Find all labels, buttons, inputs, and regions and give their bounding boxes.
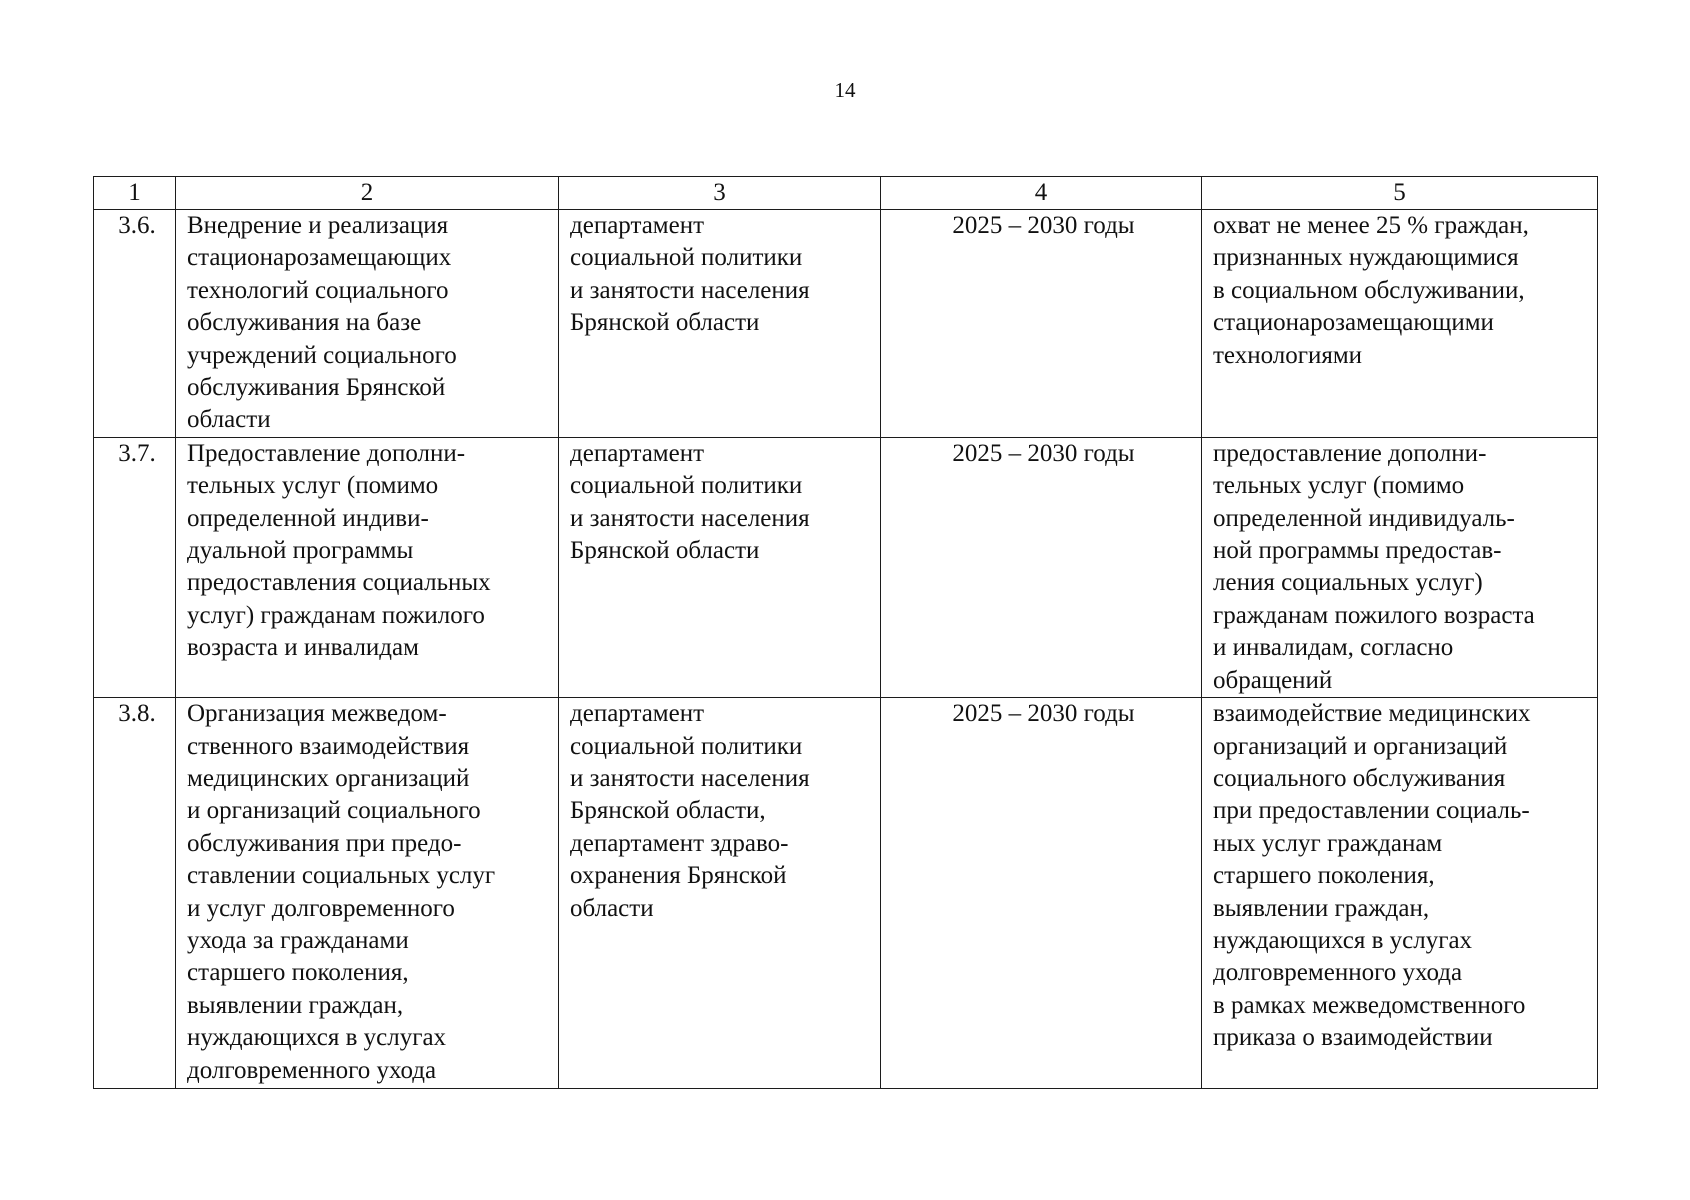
text-line: выявлении граждан, (1213, 894, 1430, 922)
text-line: дуальной программы (187, 537, 414, 565)
table-row (94, 210, 1598, 438)
text-line: социальной политики (570, 244, 803, 272)
text-line: ления социальных услуг) (1213, 569, 1483, 597)
activity-cell (176, 698, 559, 1089)
table-row (94, 437, 1598, 697)
text-line: в социальном обслуживании, (1213, 276, 1525, 304)
text-line: социального обслуживания (1213, 764, 1506, 792)
text-line: и услуг долговременного (187, 894, 455, 922)
column-number-2: 2 (176, 177, 559, 210)
text-line: старшего поколения, (1213, 862, 1435, 890)
text-line: гражданам пожилого возраста (1213, 601, 1535, 629)
text-line: организаций и организаций (1213, 732, 1508, 760)
text-line: и занятости населения (570, 276, 810, 304)
text-line: департамент (570, 700, 705, 728)
text-line: ставлении социальных услуг (187, 862, 496, 890)
text-line: департамент (570, 212, 705, 239)
column-number-5: 5 (1202, 177, 1598, 210)
text-line: при предоставлении социаль- (1213, 797, 1530, 825)
text-line: предоставления социальных (187, 569, 491, 597)
column-number-1: 1 (94, 177, 176, 210)
column-number-4: 4 (881, 177, 1202, 210)
measures-table (93, 176, 1598, 1089)
row-number: 3.8. (94, 698, 176, 1089)
text-line: и организаций социального (187, 797, 481, 825)
text-line: ственного взаимодействия (187, 732, 470, 760)
text-line: стационарозамещающими (1213, 309, 1494, 337)
period-cell: 2025 – 2030 годы (881, 437, 1202, 697)
text-line: выявлении граждан, (187, 991, 404, 1019)
result-cell (1202, 698, 1598, 1089)
text-line: обслуживания Брянской (187, 374, 446, 402)
text-line: определенной индивидуаль- (1213, 504, 1515, 532)
text-line: нуждающихся в услугах (187, 1024, 447, 1052)
text-line: Внедрение и реализация (187, 212, 449, 239)
activity-cell (176, 437, 559, 697)
text-line: возраста и инвалидам (187, 634, 419, 662)
text-line: стационарозамещающих (187, 244, 452, 272)
text-line: Организация межведом- (187, 700, 447, 728)
row-number: 3.7. (94, 437, 176, 697)
column-number-row (94, 177, 1598, 210)
text-line: предоставление дополни- (1213, 439, 1487, 467)
table-row (94, 698, 1598, 1089)
executor-cell (559, 698, 881, 1089)
activity-cell (176, 210, 559, 438)
text-line: департамент (570, 439, 705, 467)
result-cell (1202, 210, 1598, 438)
text-line: Брянской области, (570, 797, 766, 825)
text-line: ной программы предостав- (1213, 537, 1502, 565)
row-number: 3.6. (94, 210, 176, 438)
text-line: и инвалидам, согласно (1213, 634, 1454, 662)
text-line: области (187, 406, 271, 434)
text-line: признанных нуждающимися (1213, 244, 1519, 272)
text-line: технологий социального (187, 276, 449, 304)
text-line: и занятости населения (570, 504, 810, 532)
text-line: департамент здраво- (570, 829, 789, 857)
text-line: Брянской области (570, 537, 760, 565)
text-line: Предоставление дополни- (187, 439, 466, 467)
text-line: ухода за гражданами (187, 926, 409, 954)
text-line: в рамках межведомственного (1213, 991, 1526, 1019)
period-cell: 2025 – 2030 годы (881, 210, 1202, 438)
text-line: долговременного ухода (1213, 959, 1463, 987)
text-line: обслуживания на базе (187, 309, 422, 337)
text-line: тельных услуг (помимо (1213, 472, 1465, 500)
text-line: обслуживания при предо- (187, 829, 462, 857)
text-line: технологиями (1213, 341, 1363, 369)
text-line: долговременного ухода (187, 1056, 437, 1084)
text-line: взаимодействие медицинских (1213, 700, 1531, 728)
result-cell (1202, 437, 1598, 697)
column-number-3: 3 (559, 177, 881, 210)
text-line: социальной политики (570, 472, 803, 500)
text-line: области (570, 894, 654, 922)
text-line: Брянской области (570, 309, 760, 337)
page-number: 14 (834, 78, 856, 102)
executor-cell (559, 437, 881, 697)
executor-cell (559, 210, 881, 438)
text-line: учреждений социального (187, 341, 457, 369)
text-line: тельных услуг (помимо (187, 472, 439, 500)
text-line: старшего поколения, (187, 959, 409, 987)
text-line: охват не менее 25 % граждан, (1213, 212, 1529, 239)
text-line: ных услуг гражданам (1213, 829, 1443, 857)
period-cell: 2025 – 2030 годы (881, 698, 1202, 1089)
text-line: нуждающихся в услугах (1213, 926, 1473, 954)
text-line: социальной политики (570, 732, 803, 760)
text-line: услуг) гражданам пожилого (187, 601, 485, 629)
text-line: приказа о взаимодействии (1213, 1024, 1493, 1052)
text-line: и занятости населения (570, 764, 810, 792)
text-line: определенной индиви- (187, 504, 429, 532)
text-line: охранения Брянской (570, 862, 787, 890)
text-line: обращений (1213, 666, 1333, 694)
text-line: медицинских организаций (187, 764, 470, 792)
